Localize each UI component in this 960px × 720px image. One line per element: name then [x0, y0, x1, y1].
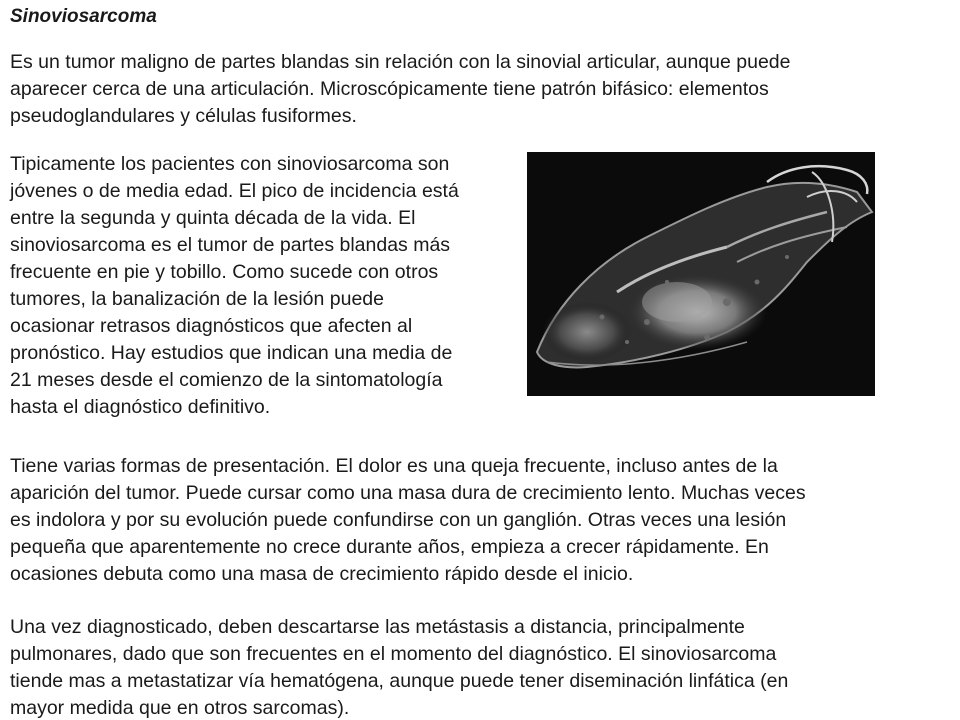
text-line: pronóstico. Hay estudios que indican una media de: [10, 342, 453, 364]
text-line: frecuente en pie y tobillo. Como sucede con otros: [10, 261, 439, 283]
text-line: Es un tumor maligno de partes blandas sin relación con la sinovial articular, aunque puede: [10, 51, 791, 73]
text-line: ocasiones debuta como una masa de crecimiento rápido desde el inicio.: [10, 563, 634, 585]
text-line: es indolora y por su evolución puede confundirse con un ganglión. Otras veces una lesión: [10, 509, 787, 531]
mri-foot-illustration: [527, 152, 875, 396]
text-line: ocasionar retrasos diagnósticos que afecten al: [10, 315, 413, 337]
paragraph-epidemiology: [10, 151, 459, 421]
text-line: aparición del tumor. Puede cursar como una masa dura de crecimiento lento. Muchas veces: [10, 482, 806, 504]
text-line: Una vez diagnosticado, deben descartarse las metástasis a distancia, principalmente: [10, 616, 745, 638]
text-line: pseudoglandulares y células fusiformes.: [10, 105, 357, 127]
text-line: aparecer cerca de una articulación. Microscópicamente tiene patrón bifásico: elementos: [10, 78, 769, 100]
paragraph-presentation: [10, 453, 806, 588]
text-line: hasta el diagnóstico definitivo.: [10, 396, 271, 418]
text-line: pulmonares, dado que son frecuentes en el momento del diagnóstico. El sinoviosarcoma: [10, 643, 777, 665]
text-line: Tipicamente los pacientes con sinoviosarcoma son: [10, 153, 450, 175]
document-title: Sinoviosarcoma: [10, 6, 157, 27]
text-line: jóvenes o de media edad. El pico de incidencia está: [10, 180, 459, 202]
paragraph-definition: [10, 49, 790, 130]
text-line: mayor medida que en otros sarcomas).: [10, 697, 350, 719]
paragraph-metastasis: [10, 614, 788, 720]
text-line: entre la segunda y quinta década de la vida. El: [10, 207, 416, 229]
text-line: tiende mas a metastatizar vía hematógena, aunque puede tener diseminación linfática (en: [10, 670, 789, 692]
text-line: sinoviosarcoma es el tumor de partes blandas más: [10, 234, 451, 256]
text-line: pequeña que aparentemente no crece durante años, empieza a crecer rápidamente. En: [10, 536, 769, 558]
text-line: tumores, la banalización de la lesión puede: [10, 288, 384, 310]
mri-foot-image: [527, 152, 875, 396]
text-line: Tiene varias formas de presentación. El dolor es una queja frecuente, incluso antes de la: [10, 455, 778, 477]
text-line: 21 meses desde el comienzo de la sintomatología: [10, 369, 443, 391]
